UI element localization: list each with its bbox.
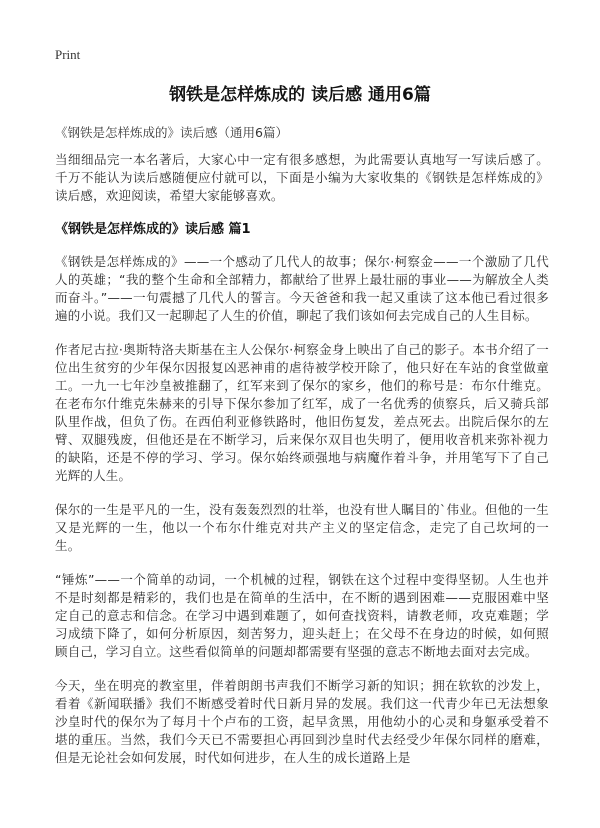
body-paragraph: 今天，坐在明亮的教室里，伴着朗朗书声我们不断学习新的知识；拥在软软的沙发上，看着《新闻联播》我们不断感受着时代日新月异的发展。我们这一代青少年已无法想象沙皇时代的保尔为了每月十个卢布的工资，起早贪黑，用他幼小的心灵和身躯承受着不堪的重压。当然，我们今天已不需要担心再回到沙皇时代去经受少年保尔同样的磨难，但是无论社会如何发展，时代如何进步，在人生的成长道路上是: [55, 678, 549, 765]
body-paragraph: 《钢铁是怎样炼成的》——一个感动了几代人的故事；保尔·柯察金——一个激励了几代人的英雄；“我的整个生命和全部精力，都献给了世界上最壮丽的事业——为解放全人类而奋斗。”——一句震撼了几代人的誓言。今天爸爸和我一起又重读了这本他已看过很多遍的小说。我们又一起聊起了人生的价值，聊起了我们该如何去完成自己的人生目标。: [55, 254, 549, 323]
print-label: Print: [55, 47, 81, 62]
body-paragraph: 保尔的一生是平凡的一生，没有轰轰烈烈的壮举，也没有世人瞩目的`伟业。但他的一生又是光辉的一生，他以一个布尔什维克对共产主义的坚定信念，走完了自己坎坷的一生。: [55, 502, 549, 553]
body-paragraph: “锤炼”——一个简单的动词，一个机械的过程，钢铁在这个过程中变得坚韧。人生也并不是时刻都是精彩的，我们也是在简单的生活中，在不断的遇到困难——克服困难中坚定自己的意志和信念。在学习中遇到难题了，如何查找资料，请教老师，攻克难题；学习成绩下降了，如何分析原因，刻苦努力，迎头赶上；在父母不在身边的时候，如何照顾自己，学习自立。这些看似简单的问题却都需要有坚强的意志不断地去面对去完成。: [55, 572, 549, 659]
body-paragraph: 作者尼古拉·奥斯特洛夫斯基在主人公保尔·柯察金身上映出了自己的影子。本书介绍了一位出生贫穷的少年保尔因报复凶恶神甫的虐待被学校开除了，他只好在车站的食堂做童工。一九一七年沙皇被推翻了，红军来到了保尔的家乡，他们的称号是：布尔什维克。在老布尔什维克朱赫来的引导下保尔参加了红军，成了一名优秀的侦察兵，后又骑兵部队里作战，但负了伤。在西伯利亚修铁路时，他旧伤复发，差点死去。出院后保尔的左臂、双腿残废，但他还是在不断学习，后来保尔双目也失明了，便用收音机来弥补视力的缺陷，还是不停的学习、学习。保尔始终顽强地与病魔作着斗争，并用笔写下了自己光辉的人生。: [55, 342, 549, 483]
intro-paragraph: 当细细品完一本名著后，大家心中一定有很多感想，为此需要认真地写一写读后感了。千万不能认为读后感随便应付就可以，下面是小编为大家收集的《钢铁是怎样炼成的》读后感，欢迎阅读，希望大家能够喜欢。: [55, 152, 549, 203]
page-title: 钢铁是怎样炼成的 读后感 通用6篇: [169, 85, 431, 105]
section-heading: 《钢铁是怎样炼成的》读后感 篇1: [55, 222, 251, 237]
document-subtitle: 《钢铁是怎样炼成的》读后感（通用6篇）: [55, 125, 288, 140]
article-body: [55, 151, 549, 783]
